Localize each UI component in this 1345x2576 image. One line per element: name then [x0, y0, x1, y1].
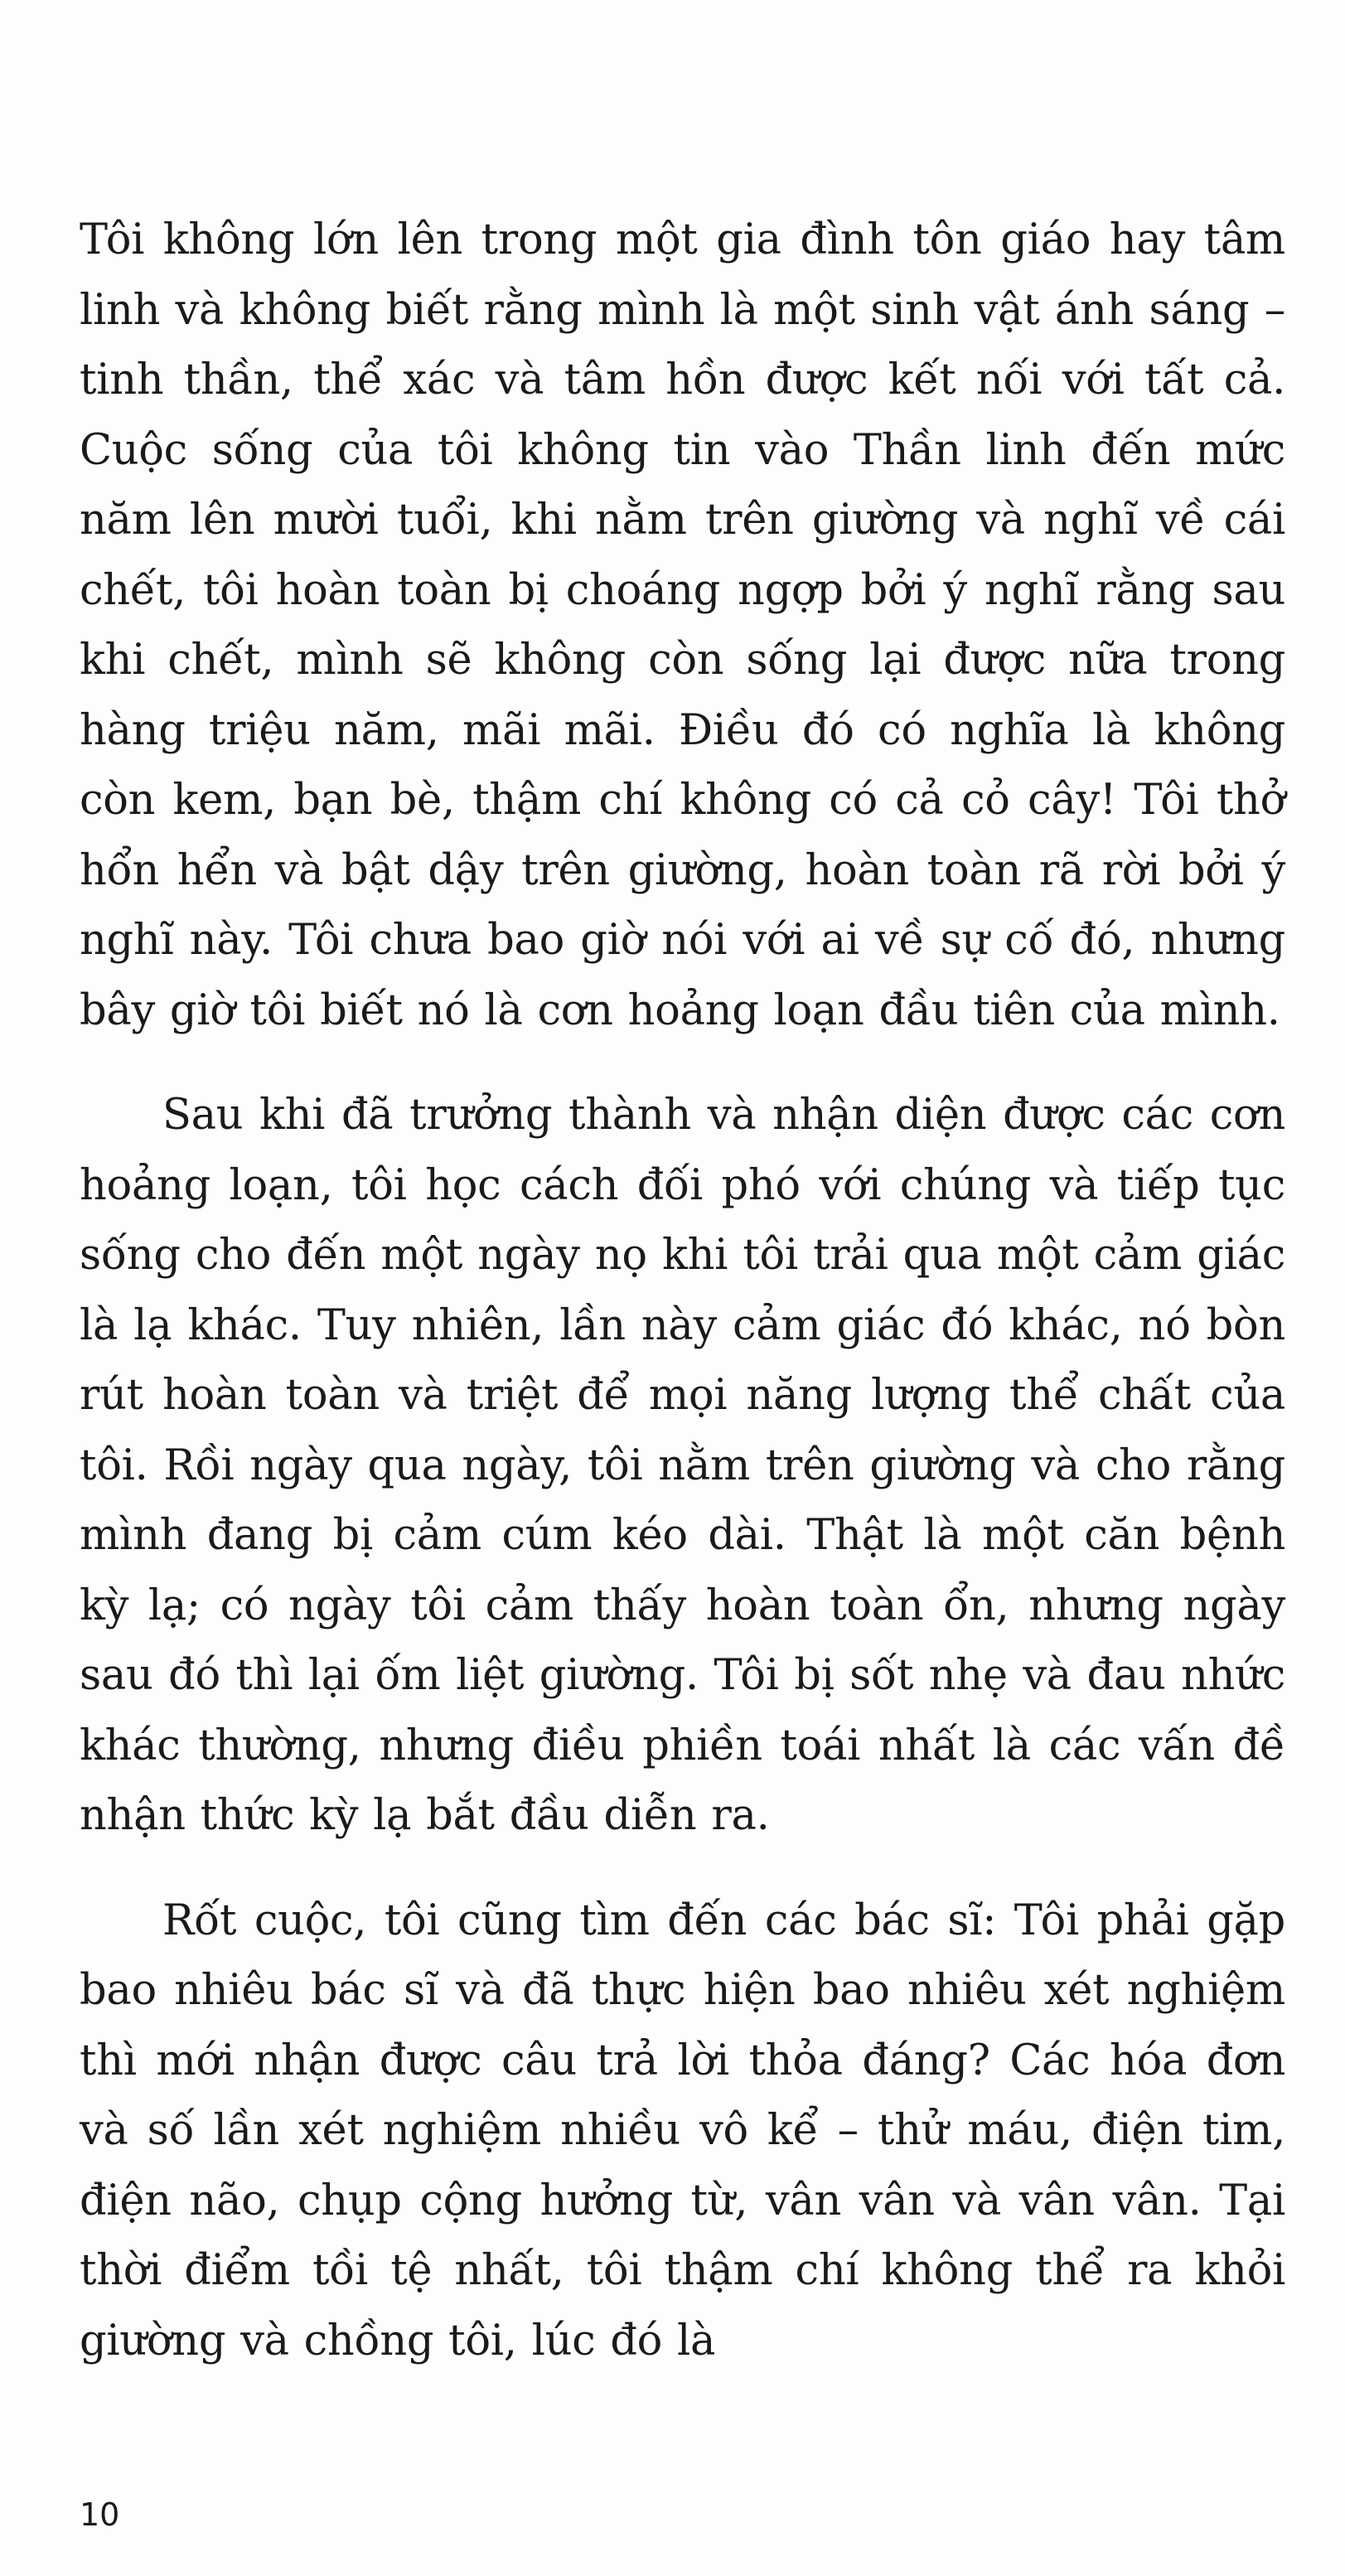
page-number: 10 [80, 2496, 120, 2533]
paragraph-3: Rốt cuộc, tôi cũng tìm đến các bác sĩ: Tôi phải gặp bao nhiêu bác sĩ và đã thực hiện bao nhiêu xét nghiệm thì mới nhận được câu trả lời thỏa đáng? Các hóa đơn và số lần xét nghiệm nhiều vô kể – thử máu, điện tim, điện não, chụp cộng hưởng từ, vân vân và vân vân. Tại thời điểm tồi tệ nhất, tôi thậm chí không thể ra khỏi giường và chồng tôi, lúc đó là [80, 1896, 1285, 2365]
paragraph-2: Sau khi đã trưởng thành và nhận diện được các cơn hoảng loạn, tôi học cách đối phó với chúng và tiếp tục sống cho đến một ngày nọ khi tôi trải qua một cảm giác là lạ khác. Tuy nhiên, lần này cảm giác đó khác, nó bòn rút hoàn toàn và triệt để mọi năng lượng thể chất của tôi. Rồi ngày qua ngày, tôi nằm trên giường và cho rằng mình đang bị cảm cúm kéo dài. Thật là một căn bệnh kỳ lạ; có ngày tôi cảm thấy hoàn toàn ổn, nhưng ngày sau đó thì lại ốm liệt giường. Tôi bị sốt nhẹ và đau nhức khác thường, nhưng điều phiền toái nhất là các vấn đề nhận thức kỳ lạ bắt đầu diễn ra. [80, 1091, 1285, 1840]
body-text [80, 206, 1285, 2376]
paragraph-1: Tôi không lớn lên trong một gia đình tôn giáo hay tâm linh và không biết rằng mình là một sinh vật ánh sáng – tinh thần, thể xác và tâm hồn được kết nối với tất cả. Cuộc sống của tôi không tin vào Thần linh đến mức năm lên mười tuổi, khi nằm trên giường và nghĩ về cái chết, tôi hoàn toàn bị choáng ngợp bởi ý nghĩ rằng sau khi chết, mình sẽ không còn sống lại được nữa trong hàng triệu năm, mãi mãi. Điều đó có nghĩa là không còn kem, bạn bè, thậm chí không có cả cỏ cây! Tôi thở hổn hển và bật dậy trên giường, hoàn toàn rã rời bởi ý nghĩ này. Tôi chưa bao giờ nói với ai về sự cố đó, nhưng bây giờ tôi biết nó là cơn hoảng loạn đầu tiên của mình. [80, 215, 1285, 1035]
